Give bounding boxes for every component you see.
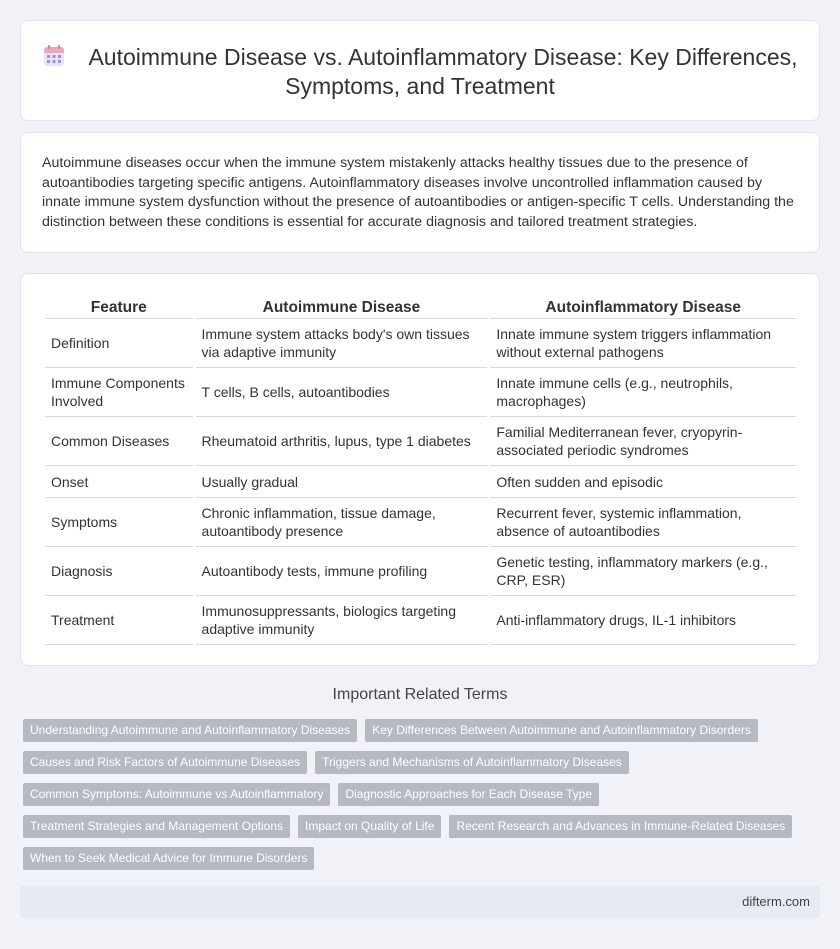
- page-title-text: Autoimmune Disease vs. Autoinflammatory Disease: Key Differences, Symptoms, and Treatment: [88, 44, 798, 99]
- related-term-tag[interactable]: Diagnostic Approaches for Each Disease Type: [338, 783, 599, 806]
- related-terms-heading: Important Related Terms: [332, 686, 508, 703]
- table-row: [45, 368, 796, 417]
- table-cell: Immunosuppressants, biologics targeting adaptive immunity: [196, 596, 488, 645]
- table-cell: Anti-inflammatory drugs, IL-1 inhibitors: [490, 596, 796, 645]
- comparison-table: [42, 296, 799, 645]
- related-term-tag[interactable]: Common Symptoms: Autoimmune vs Autoinflammatory: [23, 783, 330, 806]
- table-cell: Common Diseases: [45, 417, 193, 466]
- related-term-tag[interactable]: Treatment Strategies and Management Options: [23, 815, 290, 838]
- table-header-row: [45, 296, 796, 319]
- table-cell: T cells, B cells, autoantibodies: [196, 368, 488, 417]
- header-autoinflammatory: Autoinflammatory Disease: [490, 296, 796, 319]
- table-cell: Chronic inflammation, tissue damage, autoantibody presence: [196, 498, 488, 547]
- footer-site-link[interactable]: difterm.com: [742, 894, 810, 909]
- intro-paragraph: Autoimmune diseases occur when the immune system mistakenly attacks healthy tissues due to the presence of autoantibodies targeting specific antigens. Autoinflammatory diseases involve uncontrolled inflammation caused by innate immune system dysfunction without the presence of autoantibodies or antigen-specific T cells. Understanding the distinction between these conditions is essential for accurate diagnosis and tailored treatment strategies.: [42, 155, 794, 230]
- table-cell: Treatment: [45, 596, 193, 645]
- table-cell: Immune Components Involved: [45, 368, 193, 417]
- table-cell: Symptoms: [45, 498, 193, 547]
- table-cell: Innate immune system triggers inflammation without external pathogens: [490, 319, 796, 368]
- table-cell: Definition: [45, 319, 193, 368]
- related-terms-list: [23, 719, 813, 870]
- table-cell: Diagnosis: [45, 547, 193, 596]
- related-term-tag[interactable]: Causes and Risk Factors of Autoimmune Diseases: [23, 751, 307, 774]
- table-cell: Usually gradual: [196, 466, 488, 498]
- related-term-tag[interactable]: When to Seek Medical Advice for Immune Disorders: [23, 847, 314, 870]
- header-feature: Feature: [45, 296, 193, 319]
- table-row: [45, 498, 796, 547]
- related-term-tag[interactable]: Understanding Autoimmune and Autoinflammatory Diseases: [23, 719, 357, 742]
- related-term-tag[interactable]: Recent Research and Advances in Immune-Related Diseases: [449, 815, 792, 838]
- table-row: [45, 319, 796, 368]
- page-title: [41, 43, 799, 101]
- header-autoimmune: Autoimmune Disease: [196, 296, 488, 319]
- table-cell: Rheumatoid arthritis, lupus, type 1 diabetes: [196, 417, 488, 466]
- table-row: [45, 547, 796, 596]
- table-cell: Innate immune cells (e.g., neutrophils, macrophages): [490, 368, 796, 417]
- table-cell: Recurrent fever, systemic inflammation, absence of autoantibodies: [490, 498, 796, 547]
- table-row: [45, 466, 796, 498]
- table-row: [45, 417, 796, 466]
- footer: [20, 886, 820, 918]
- title-card: [20, 20, 820, 121]
- calendar-icon: [42, 44, 66, 68]
- intro-card: [20, 132, 820, 253]
- table-cell: Familial Mediterranean fever, cryopyrin-associated periodic syndromes: [490, 417, 796, 466]
- table-cell: Genetic testing, inflammatory markers (e.g., CRP, ESR): [490, 547, 796, 596]
- comparison-card: [20, 273, 820, 666]
- related-term-tag[interactable]: Triggers and Mechanisms of Autoinflammatory Diseases: [315, 751, 629, 774]
- table-cell: Autoantibody tests, immune profiling: [196, 547, 488, 596]
- table-cell: Onset: [45, 466, 193, 498]
- related-term-tag[interactable]: Impact on Quality of Life: [298, 815, 441, 838]
- related-term-tag[interactable]: Key Differences Between Autoimmune and Autoinflammatory Disorders: [365, 719, 758, 742]
- table-row: [45, 596, 796, 645]
- table-cell: Often sudden and episodic: [490, 466, 796, 498]
- table-cell: Immune system attacks body's own tissues via adaptive immunity: [196, 319, 488, 368]
